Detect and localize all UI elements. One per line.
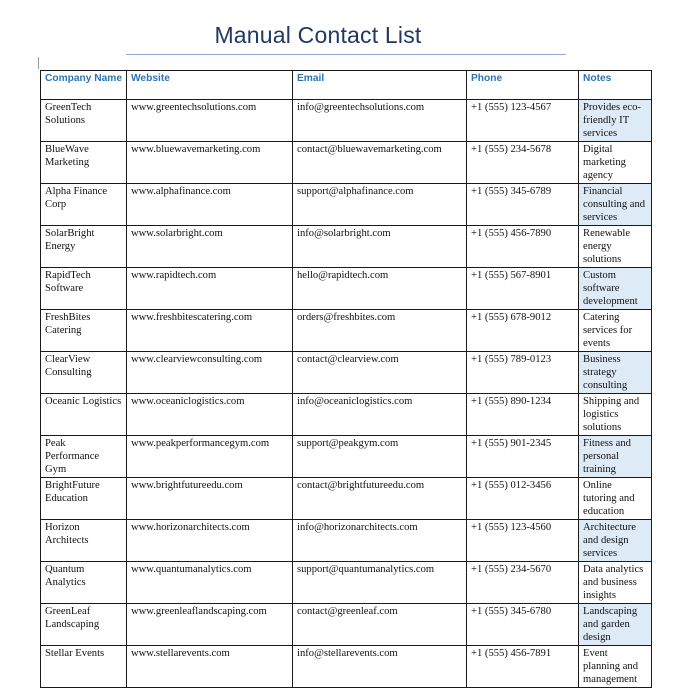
notes-cell: Catering services for events <box>579 310 652 352</box>
email-cell: contact@clearview.com <box>293 352 467 394</box>
table-row <box>41 604 652 646</box>
email-cell: support@quantumanalytics.com <box>293 562 467 604</box>
website-cell: www.greenleaflandscaping.com <box>127 604 293 646</box>
table-header-row <box>41 71 652 100</box>
company-cell: Peak Performance Gym <box>41 436 127 478</box>
page-title: Manual Contact List <box>214 22 422 48</box>
phone-cell: +1 (555) 234-5678 <box>467 142 579 184</box>
notes-cell: Custom software development <box>579 268 652 310</box>
website-cell: www.stellarevents.com <box>127 646 293 688</box>
email-cell: info@greentechsolutions.com <box>293 100 467 142</box>
phone-cell: +1 (555) 678-9012 <box>467 310 579 352</box>
title-underline <box>126 54 566 55</box>
email-cell: contact@brightfutureedu.com <box>293 478 467 520</box>
website-cell: www.horizonarchitects.com <box>127 520 293 562</box>
table-row <box>41 646 652 688</box>
company-cell: SolarBright Energy <box>41 226 127 268</box>
company-cell: Oceanic Logistics <box>41 394 127 436</box>
column-header-company: Company Name <box>41 71 127 100</box>
table-row <box>41 100 652 142</box>
phone-cell: +1 (555) 456-7891 <box>467 646 579 688</box>
website-cell: www.peakperformancegym.com <box>127 436 293 478</box>
table-row <box>41 520 652 562</box>
table-row <box>41 142 652 184</box>
website-cell: www.oceaniclogistics.com <box>127 394 293 436</box>
company-cell: Stellar Events <box>41 646 127 688</box>
phone-cell: +1 (555) 234-5670 <box>467 562 579 604</box>
table-row <box>41 562 652 604</box>
notes-cell: Digital marketing agency <box>579 142 652 184</box>
notes-cell: Shipping and logistics solutions <box>579 394 652 436</box>
company-cell: ClearView Consulting <box>41 352 127 394</box>
notes-cell: Landscaping and garden design <box>579 604 652 646</box>
table-row <box>41 184 652 226</box>
website-cell: www.rapidtech.com <box>127 268 293 310</box>
email-cell: orders@freshbites.com <box>293 310 467 352</box>
phone-cell: +1 (555) 345-6789 <box>467 184 579 226</box>
notes-cell: Online tutoring and education <box>579 478 652 520</box>
phone-cell: +1 (555) 345-6780 <box>467 604 579 646</box>
notes-cell: Architecture and design services <box>579 520 652 562</box>
phone-cell: +1 (555) 123-4567 <box>467 100 579 142</box>
table-row <box>41 478 652 520</box>
phone-cell: +1 (555) 890-1234 <box>467 394 579 436</box>
notes-cell: Provides eco-friendly IT services <box>579 100 652 142</box>
website-cell: www.alphafinance.com <box>127 184 293 226</box>
table-row <box>41 436 652 478</box>
company-cell: BlueWave Marketing <box>41 142 127 184</box>
phone-cell: +1 (555) 567-8901 <box>467 268 579 310</box>
email-cell: hello@rapidtech.com <box>293 268 467 310</box>
email-cell: support@alphafinance.com <box>293 184 467 226</box>
column-header-email: Email <box>293 71 467 100</box>
website-cell: www.solarbright.com <box>127 226 293 268</box>
email-cell: info@oceaniclogistics.com <box>293 394 467 436</box>
company-cell: Alpha Finance Corp <box>41 184 127 226</box>
company-cell: Quantum Analytics <box>41 562 127 604</box>
website-cell: www.bluewavemarketing.com <box>127 142 293 184</box>
notes-cell: Event planning and management <box>579 646 652 688</box>
column-header-phone: Phone <box>467 71 579 100</box>
column-header-notes: Notes <box>579 71 652 100</box>
contact-table <box>40 70 652 688</box>
notes-cell: Financial consulting and services <box>579 184 652 226</box>
email-cell: info@solarbright.com <box>293 226 467 268</box>
company-cell: RapidTech Software <box>41 268 127 310</box>
phone-cell: +1 (555) 012-3456 <box>467 478 579 520</box>
phone-cell: +1 (555) 789-0123 <box>467 352 579 394</box>
phone-cell: +1 (555) 456-7890 <box>467 226 579 268</box>
table-row <box>41 352 652 394</box>
email-cell: contact@greenleaf.com <box>293 604 467 646</box>
email-cell: info@horizonarchitects.com <box>293 520 467 562</box>
website-cell: www.quantumanalytics.com <box>127 562 293 604</box>
notes-cell: Business strategy consulting <box>579 352 652 394</box>
website-cell: www.brightfutureedu.com <box>127 478 293 520</box>
website-cell: www.greentechsolutions.com <box>127 100 293 142</box>
email-cell: support@peakgym.com <box>293 436 467 478</box>
notes-cell: Renewable energy solutions <box>579 226 652 268</box>
company-cell: FreshBites Catering <box>41 310 127 352</box>
text-cursor-mark <box>38 57 39 69</box>
email-cell: info@stellarevents.com <box>293 646 467 688</box>
phone-cell: +1 (555) 123-4560 <box>467 520 579 562</box>
phone-cell: +1 (555) 901-2345 <box>467 436 579 478</box>
notes-cell: Fitness and personal training <box>579 436 652 478</box>
contact-rows <box>41 100 652 688</box>
notes-cell: Data analytics and business insights <box>579 562 652 604</box>
table-row <box>41 226 652 268</box>
company-cell: GreenTech Solutions <box>41 100 127 142</box>
table-row <box>41 394 652 436</box>
website-cell: www.clearviewconsulting.com <box>127 352 293 394</box>
company-cell: Horizon Architects <box>41 520 127 562</box>
website-cell: www.freshbitescatering.com <box>127 310 293 352</box>
company-cell: BrightFuture Education <box>41 478 127 520</box>
table-row <box>41 310 652 352</box>
column-header-website: Website <box>127 71 293 100</box>
email-cell: contact@bluewavemarketing.com <box>293 142 467 184</box>
table-row <box>41 268 652 310</box>
company-cell: GreenLeaf Landscaping <box>41 604 127 646</box>
